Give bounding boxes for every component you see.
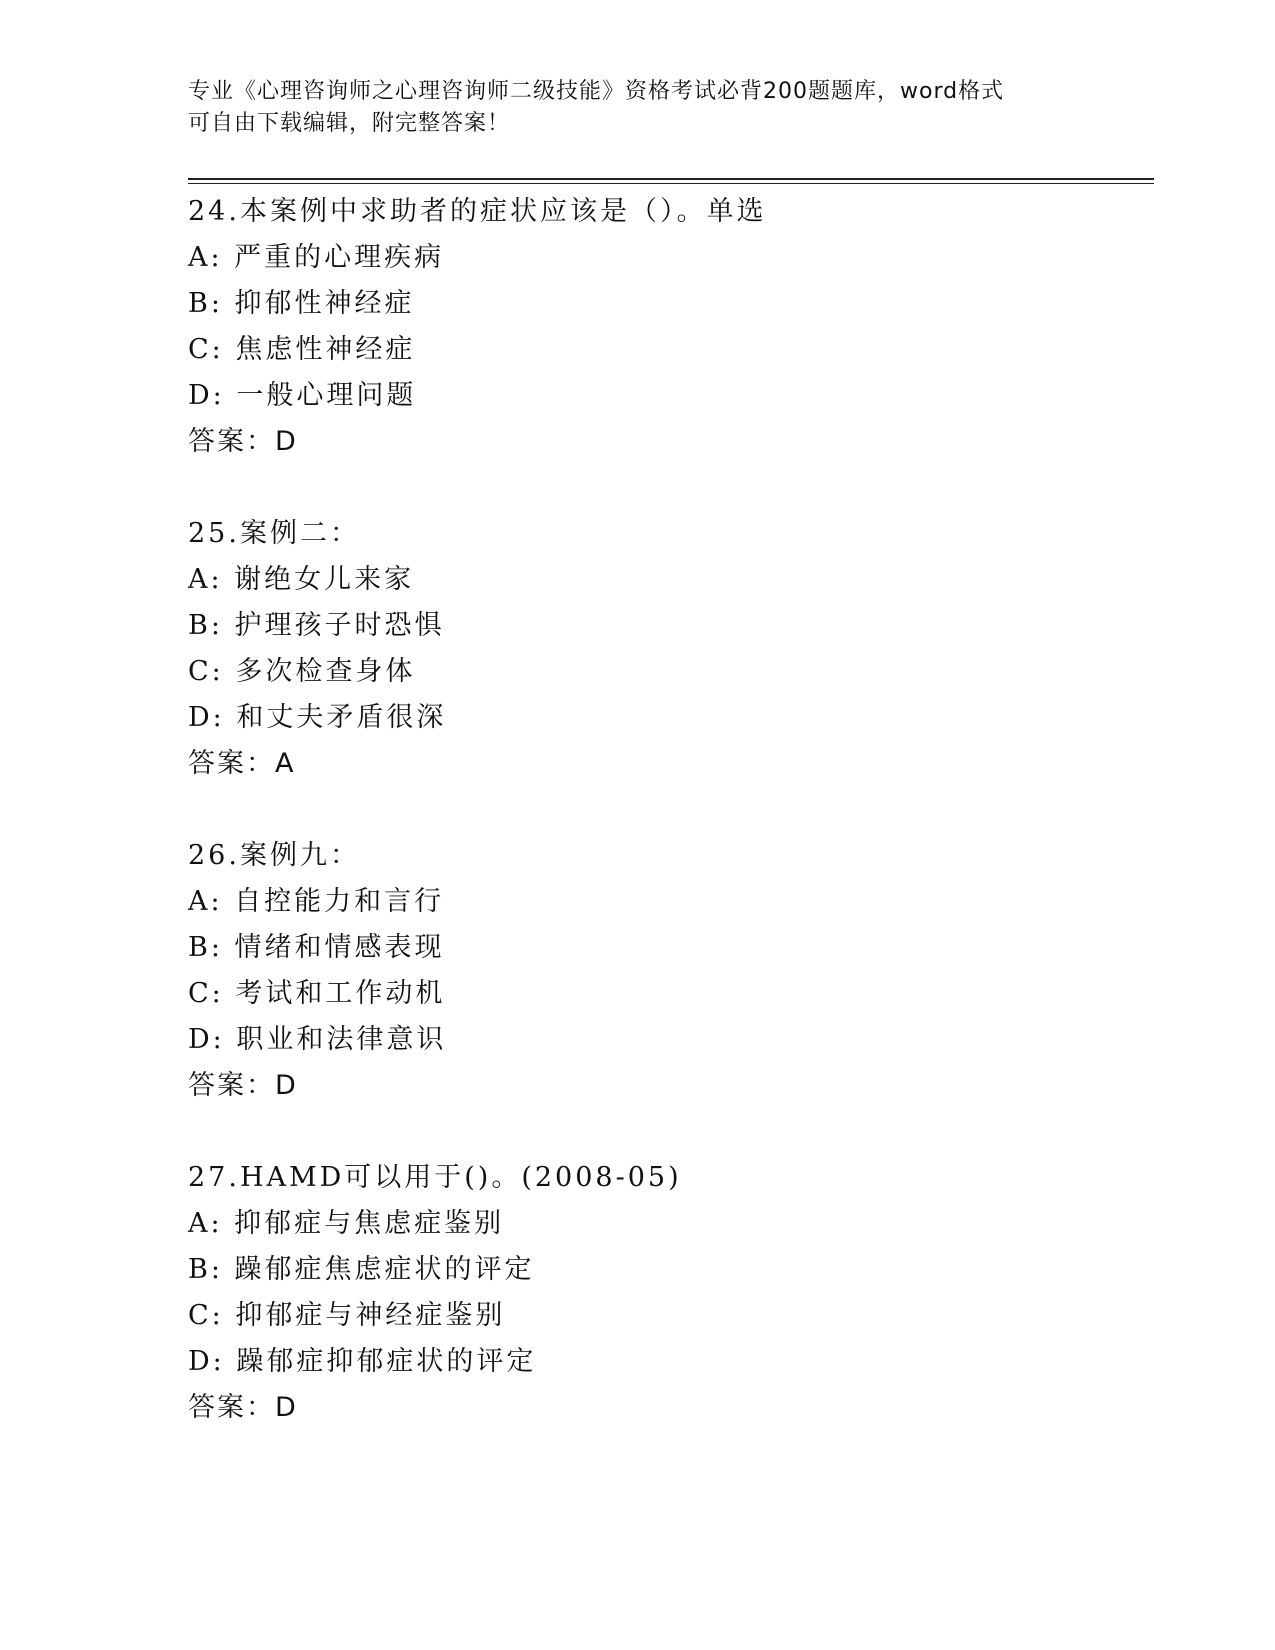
option-c: C: 考试和工作动机 [188,978,446,1009]
answer-line: 答案：D [188,426,298,457]
option-c: C: 焦虑性神经症 [188,334,416,365]
option-c: C: 抑郁症与神经症鉴别 [188,1300,506,1331]
question-25 [188,511,1138,787]
option-c: C: 多次检查身体 [188,656,416,687]
option-b: B: 躁郁症焦虑症状的评定 [188,1254,535,1285]
question-list [188,189,1138,1477]
option-b: B: 护理孩子时恐惧 [188,610,445,641]
document-header [188,76,1088,140]
option-a: A: 自控能力和言行 [188,886,445,917]
header-divider-thick [188,178,1154,180]
option-d: D: 和丈夫矛盾很深 [188,702,447,733]
header-line-1: 专业《心理咨询师之心理咨询师二级技能》资格考试必背200题题库，word格式 [188,79,1005,104]
option-a: A: 抑郁症与焦虑症鉴别 [188,1208,505,1239]
option-b: B: 抑郁性神经症 [188,288,415,319]
option-d: D: 职业和法律意识 [188,1024,447,1055]
question-27 [188,1155,1138,1431]
answer-line: 答案：D [188,1392,298,1423]
question-24 [188,189,1138,465]
question-stem: 26.案例九： [188,840,360,871]
option-d: D: 躁郁症抑郁症状的评定 [188,1346,537,1377]
header-divider-thin [188,183,1154,184]
question-26 [188,833,1138,1109]
header-line-2: 可自由下载编辑，附完整答案！ [188,111,511,136]
question-stem: 24.本案例中求助者的症状应该是（）。单选 [188,196,767,227]
option-b: B: 情绪和情感表现 [188,932,445,963]
answer-line: 答案：A [188,748,296,779]
question-stem: 27.HAMD可以用于()。(2008-05) [188,1162,682,1193]
option-a: A: 谢绝女儿来家 [188,564,415,595]
question-stem: 25.案例二： [188,518,360,549]
option-d: D: 一般心理问题 [188,380,417,411]
option-a: A: 严重的心理疾病 [188,242,445,273]
answer-line: 答案：D [188,1070,298,1101]
